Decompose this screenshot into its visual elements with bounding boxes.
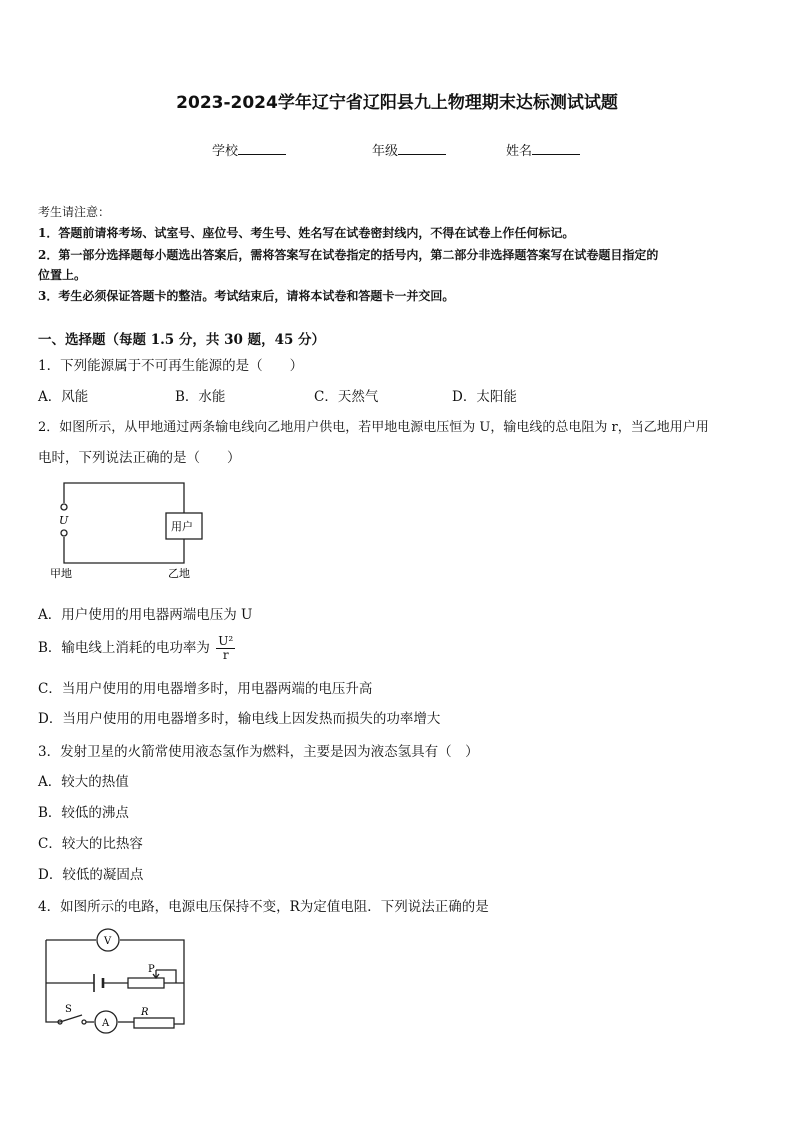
option-b-text: B．输电线上消耗的电功率为 (38, 640, 210, 656)
option-a: A．风能 (38, 389, 89, 405)
notice-item: 位置上。 (38, 268, 87, 282)
question-stem: 3．发射卫星的火箭常使用液态氢作为燃料，主要是因为液态氢具有（ ） (38, 744, 479, 760)
notice-item: 1．答题前请将考场、试室号、座位号、考生号、姓名写在试卷密封线内，不得在试卷上作任何标记。 (38, 226, 575, 240)
school-label: 学校 (212, 144, 239, 159)
question-stem: 4．如图所示的电路，电源电压保持不变，R为定值电阻．下列说法正确的是 (38, 899, 489, 915)
fraction-numerator: U² (218, 634, 234, 649)
notice-item: 2．第一部分选择题每小题选出答案后，需将答案写在试卷指定的括号内，第二部分非选择题答案写在试卷题目指定的 (38, 248, 659, 262)
question-stem: 2．如图所示，从甲地通过两条输电线向乙地用户供电，若甲地电源电压恒为 U，输电线的总电阻为 r，当乙地用户用 (38, 420, 709, 435)
circuit-diagram-q4 (38, 926, 193, 1034)
option-c: C．当用户使用的用电器增多时，用电器两端的电压升高 (38, 681, 373, 697)
option-d: D．太阳能 (452, 389, 517, 405)
fraction-denominator: r (222, 648, 229, 662)
option-b (38, 628, 235, 668)
option-d: D．当用户使用的用电器增多时，输电线上因发热而损失的功率增大 (38, 711, 441, 727)
power-fraction (216, 635, 235, 661)
notice-item: 3．考生必须保证答题卡的整洁。考试结束后，请将本试卷和答题卡一并交回。 (38, 289, 455, 303)
grade-label: 年级 (372, 144, 399, 159)
option-c: C．较大的比热容 (38, 836, 143, 852)
resistor-label: R (141, 1007, 149, 1018)
ammeter-label: A (102, 1018, 110, 1029)
name-label: 姓名 (506, 144, 533, 159)
slider-label: P (148, 964, 155, 975)
question-stem: 电时，下列说法正确的是（ ） (38, 450, 241, 466)
voltmeter-label: V (104, 936, 112, 947)
option-a: A．较大的热值 (38, 774, 129, 790)
option-b: B．水能 (175, 389, 226, 405)
section-heading: 一、选择题（每题 1.5 分，共 30 题，45 分） (38, 332, 326, 348)
school-field[interactable] (212, 140, 286, 159)
load-label: 用户 (171, 520, 193, 533)
name-field[interactable] (506, 140, 580, 159)
location-right-label: 乙地 (168, 567, 190, 580)
source-voltage-label: U (59, 514, 69, 527)
option-b: B．较低的沸点 (38, 805, 129, 821)
question-stem: 1．下列能源属于不可再生能源的是（ ） (38, 358, 304, 374)
switch-label: S (65, 1004, 72, 1015)
option-a: A．用户使用的用电器两端电压为 U (38, 607, 253, 623)
grade-field[interactable] (372, 140, 446, 159)
option-c: C．天然气 (314, 389, 379, 405)
option-d: D．较低的凝固点 (38, 867, 144, 883)
notice-heading: 考生请注意： (38, 205, 111, 219)
circuit-diagram-q2 (40, 475, 210, 583)
location-left-label: 甲地 (50, 567, 72, 580)
page-title: 2023-2024学年辽宁省辽阳县九上物理期末达标测试试题 (176, 93, 618, 113)
